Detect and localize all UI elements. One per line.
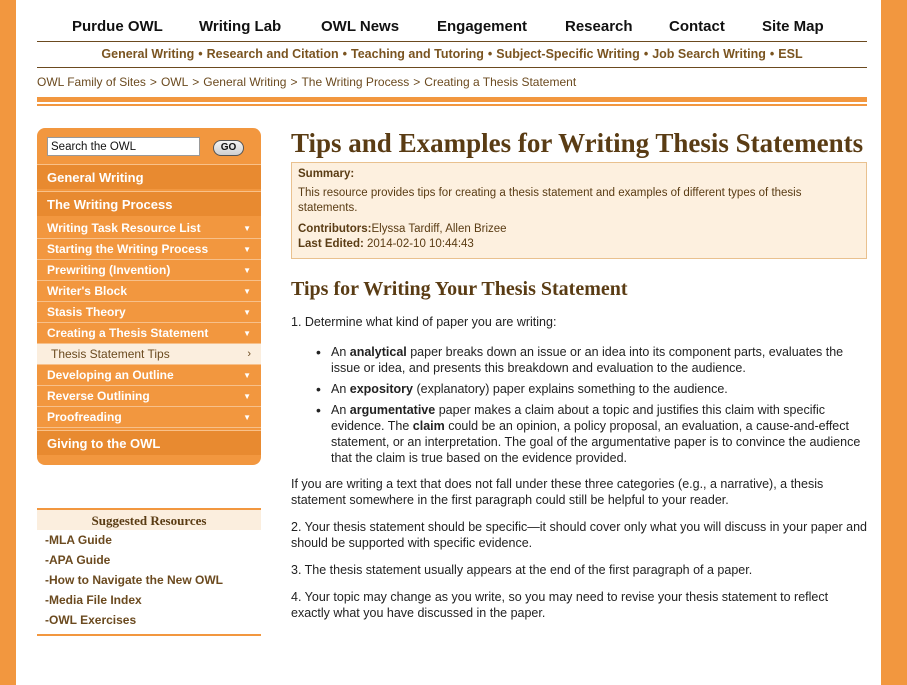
paragraph-2: If you are writing a text that does not fall under these three categories (e.g., a narrative), a thesis statement somewhere in the first paragraph could still be helpful to your reader. (291, 477, 824, 507)
sidebar-item-label: Writing Task Resource List (47, 221, 201, 235)
keyword-claim: claim (412, 419, 445, 433)
sidebar (37, 128, 261, 465)
triangle-down-icon: ▼ (243, 371, 251, 380)
chevron-right-icon: › (247, 348, 251, 360)
subnav-separator: • (643, 47, 649, 61)
nav-purdue-owl[interactable]: Purdue OWL (72, 18, 163, 35)
nav-site-map[interactable]: Site Map (762, 18, 824, 35)
suggested-title: Suggested Resources (37, 508, 261, 530)
breadcrumb-separator: > (413, 75, 421, 89)
summary-text: This resource provides tips for creating a thesis statement and examples of different types of thesis statements. (298, 187, 802, 214)
orange-band-bottom (37, 104, 867, 106)
sub-nav (37, 44, 867, 68)
nav-research[interactable]: Research (565, 18, 633, 35)
go-button[interactable]: GO (213, 140, 244, 156)
sidebar-item-outline[interactable] (37, 365, 261, 386)
sidebar-general-writing[interactable]: General Writing (37, 164, 261, 189)
orange-band-top (37, 97, 867, 102)
sidebar-item-label: Developing an Outline (47, 368, 174, 382)
subnav-subject-specific[interactable]: Subject-Specific Writing (496, 47, 640, 61)
summary-box (291, 162, 867, 259)
edited-line (298, 237, 860, 252)
list-text: could be an opinion, a policy proposal, an evaluation, a cause-and-effect statement, or an interpretation. The goal of the argumentative paper is to convince the audience that the claim is true based on the evidence provided. (331, 419, 861, 465)
list-text: paper breaks down an issue or an idea into its component parts, evaluates the issue or idea, and presents this breakdown and evaluation to the audience. (331, 345, 844, 375)
breadcrumb-owl[interactable]: OWL (160, 75, 189, 89)
sidebar-item-writers-block[interactable] (37, 281, 261, 302)
top-nav (37, 14, 867, 42)
contributors-line (298, 222, 860, 237)
keyword-analytical: analytical (349, 345, 407, 359)
list-text: An (331, 382, 350, 396)
breadcrumb-owl-family[interactable]: OWL Family of Sites (37, 75, 146, 89)
list-text: (explanatory) paper explains something to the audience. (412, 382, 728, 396)
list-text: paper makes a claim about a topic and justifies this claim with specific evidence. The (331, 403, 825, 433)
edited-label: Last Edited: (298, 238, 364, 250)
sidebar-item-prewriting[interactable] (37, 260, 261, 281)
suggested-exercises[interactable]: -OWL Exercises (45, 613, 137, 627)
breadcrumb-general-writing[interactable]: General Writing (203, 75, 287, 89)
keyword-expository: expository (349, 382, 413, 396)
sidebar-item-starting-process[interactable] (37, 239, 261, 260)
list-text: An (331, 345, 350, 359)
nav-contact[interactable]: Contact (669, 18, 725, 35)
edited-value: 2014-02-10 10:44:43 (367, 238, 474, 250)
triangle-down-icon: ▼ (243, 287, 251, 296)
sidebar-item-label: Prewriting (Invention) (47, 263, 171, 277)
subnav-research-citation[interactable]: Research and Citation (206, 47, 339, 61)
suggested-apa[interactable]: -APA Guide (45, 553, 111, 567)
sidebar-item-writing-task[interactable] (37, 218, 261, 239)
sidebar-giving[interactable]: Giving to the OWL (37, 430, 261, 455)
paragraph-5: 4. Your topic may change as you write, so you may need to revise your thesis statement to reflect exactly what you have discussed in the paper. (291, 590, 829, 620)
suggested-divider (37, 634, 261, 636)
suggested-resources (37, 508, 261, 636)
list-item-expository (331, 381, 867, 397)
nav-engagement[interactable]: Engagement (437, 18, 528, 35)
triangle-down-icon: ▼ (243, 245, 251, 254)
breadcrumb-current: Creating a Thesis Statement (424, 75, 577, 89)
subnav-job-search[interactable]: Job Search Writing (652, 47, 766, 61)
suggested-mla[interactable]: -MLA Guide (45, 533, 112, 547)
subnav-teaching-tutoring[interactable]: Teaching and Tutoring (351, 47, 484, 61)
subnav-general-writing[interactable]: General Writing (101, 47, 195, 61)
sidebar-item-label: Proofreading (47, 410, 122, 424)
keyword-argumentative: argumentative (349, 403, 436, 417)
subnav-separator: • (769, 47, 775, 61)
sidebar-item-thesis-statement[interactable] (37, 323, 261, 344)
subnav-esl[interactable]: ESL (778, 47, 803, 61)
suggested-navigate[interactable]: -How to Navigate the New OWL (45, 573, 224, 587)
list-text: An (331, 403, 350, 417)
nav-owl-news[interactable]: OWL News (321, 18, 400, 35)
triangle-down-icon: ▼ (243, 266, 251, 275)
triangle-down-icon: ▼ (243, 413, 251, 422)
sidebar-writing-process[interactable]: The Writing Process (37, 191, 261, 216)
list-item-analytical (331, 344, 867, 376)
subnav-separator: • (198, 47, 203, 61)
triangle-down-icon: ▼ (243, 392, 251, 401)
subnav-separator: • (342, 47, 347, 61)
sidebar-item-proofreading[interactable] (37, 407, 261, 428)
sidebar-item-label: Stasis Theory (47, 305, 126, 319)
breadcrumb-writing-process[interactable]: The Writing Process (301, 75, 410, 89)
nav-writing-lab[interactable]: Writing Lab (199, 18, 282, 35)
section-title: Tips for Writing Your Thesis Statement (291, 278, 628, 300)
sidebar-item-label: Reverse Outlining (47, 389, 150, 403)
breadcrumb-separator: > (290, 75, 298, 89)
search-row (37, 134, 261, 162)
sidebar-item-label: Thesis Statement Tips (51, 347, 170, 361)
sidebar-item-reverse-outlining[interactable] (37, 386, 261, 407)
contributors-label: Contributors: (298, 223, 372, 235)
suggested-media[interactable]: -Media File Index (45, 593, 142, 607)
paragraph-1: 1. Determine what kind of paper you are writing: (291, 315, 557, 329)
sidebar-item-label: Writer's Block (47, 284, 127, 298)
breadcrumb-separator: > (192, 75, 200, 89)
sidebar-item-label: Starting the Writing Process (47, 242, 209, 256)
sidebar-item-thesis-tips[interactable] (37, 344, 261, 365)
subnav-separator: • (487, 47, 493, 61)
page (16, 0, 881, 685)
page-title: Tips and Examples for Writing Thesis Statements (291, 128, 864, 158)
sidebar-item-stasis-theory[interactable] (37, 302, 261, 323)
triangle-down-icon: ▼ (243, 224, 251, 233)
triangle-down-icon: ▼ (243, 329, 251, 338)
summary-label: Summary: (298, 168, 355, 180)
breadcrumb-separator: > (149, 75, 157, 89)
sidebar-item-label: Creating a Thesis Statement (47, 326, 209, 340)
list-item-argumentative (331, 402, 867, 466)
paragraph-3: 2. Your thesis statement should be specific—it should cover only what you will discuss in your paper and should be supported with specific evidence. (291, 520, 868, 550)
main-content (291, 128, 867, 621)
search-input[interactable] (47, 137, 200, 156)
paper-types-list (331, 344, 867, 466)
contributors-value: Elyssa Tardiff, Allen Brizee (371, 223, 507, 235)
paragraph-4: 3. The thesis statement usually appears at the end of the first paragraph of a paper. (291, 563, 753, 577)
breadcrumb (37, 75, 576, 89)
triangle-down-icon: ▼ (243, 308, 251, 317)
